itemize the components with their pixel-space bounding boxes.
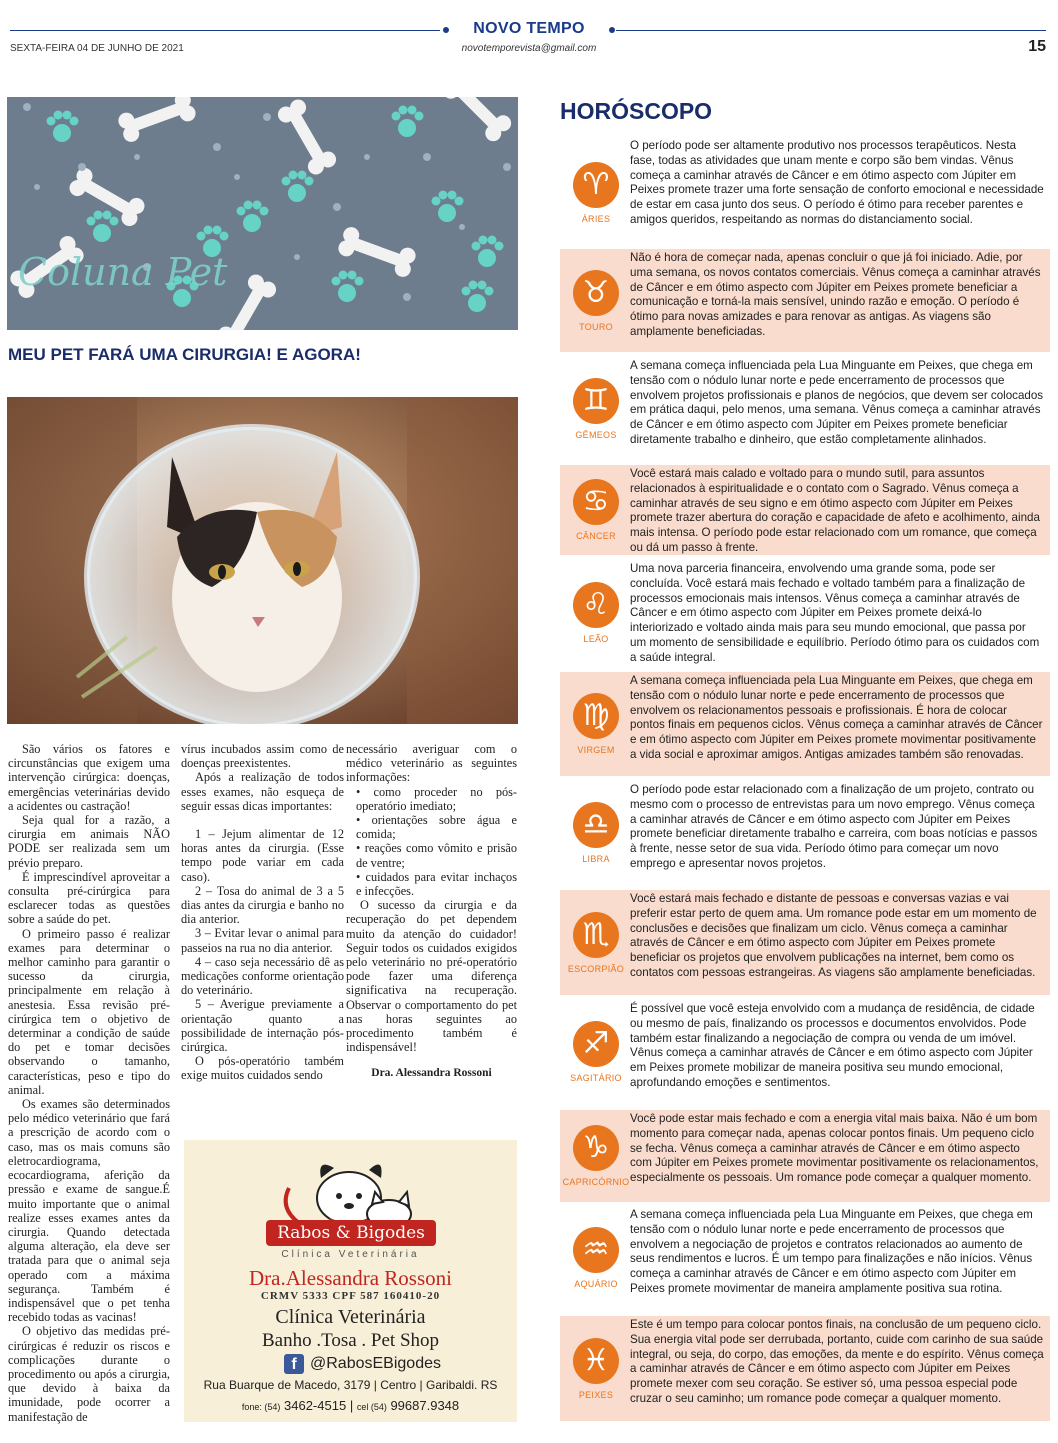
clinic-phones: fone: (54) 3462-4515 | cel (54) 99687.9348 bbox=[241, 1398, 460, 1413]
sign-label: GÊMEOS bbox=[575, 430, 617, 440]
article-column-3 bbox=[346, 742, 517, 1081]
bullet-item: • orientações sobre água e comida; bbox=[356, 813, 517, 842]
sign-label: SAGITÁRIO bbox=[570, 1073, 622, 1083]
author-signature: Dra. Alessandra Rossoni bbox=[371, 1067, 492, 1080]
sagittarius-icon: ♐ bbox=[573, 1021, 619, 1067]
virgo-icon: ♍ bbox=[573, 693, 619, 739]
masthead-title: NOVO TEMPO bbox=[473, 20, 585, 37]
facebook-handle-text: @RabosEBigodes bbox=[310, 1355, 441, 1372]
tip-item: 5 – Averigue previamente a orientação quanto a possibilidade de internação pós-cirúrgica. bbox=[181, 997, 344, 1055]
clinic-address: Rua Buarque de Macedo, 3179 | Centro | Garibaldi. RS bbox=[203, 1378, 498, 1392]
sign-label: PEIXES bbox=[578, 1389, 614, 1400]
taurus-icon: ♉ bbox=[573, 270, 619, 316]
cancer-icon: ♋ bbox=[573, 479, 619, 525]
bones-and-paws-pattern bbox=[7, 97, 518, 330]
sign-label: ÁRIES bbox=[581, 213, 611, 224]
gemini-icon: ♊ bbox=[573, 378, 619, 424]
services-line-2: Banho .Tosa . Pet Shop bbox=[261, 1330, 440, 1351]
crmv-registration: CRMV 5333 CPF 587 160410-20 bbox=[260, 1290, 441, 1302]
paragraph: Após a realização de todos esses exames, não esqueça de seguir essas dicas importantes: bbox=[181, 770, 344, 813]
paragraph: necessário averiguar com o médico veterinário as seguintes informações: bbox=[346, 742, 517, 785]
horoscope-cancer bbox=[560, 465, 1050, 555]
sign-label: AQUÁRIO bbox=[574, 1279, 618, 1289]
phone-number[interactable]: 3462-4515 bbox=[284, 1398, 347, 1413]
paragraph: São vários os fatores e circunstâncias que exigem uma intervenção cirúrgica: doenças, emergências veterinárias devido a acidentes ou castração! bbox=[8, 742, 170, 813]
tip-item: 1 – Jejum alimentar de 12 horas antes da cirurgia. (Esse tempo pode variar em cada caso). bbox=[181, 827, 344, 884]
horoscope-taurus bbox=[560, 249, 1050, 352]
sign-text: O período pode estar relacionado com a finalização de um projeto, contrato ou mesmo com o processo de entrevistas para um novo emprego. Vênus começa a caminhar através de Câncer e em ótimo aspecto com Júpiter em Peixes promete beneficiar diretamente trabalho e carreira, com boas notícias e passos à frente, nesse setor de sua vida. Período ótimo para começar um novo emprego e apresentar novos projetos. bbox=[630, 783, 1038, 870]
horoscope-capricorn bbox=[560, 1110, 1050, 1202]
sign-text: Este é um tempo para colocar pontos finais, na conclusão de um pequeno ciclo. Sua energia vital pode ser derrubada, portanto, cuide com carinho de sua saúde integral, ou seja, do corpo, das emoções, da mente e do espírito. Vênus começa a caminhar através de Câncer e em ótimo aspecto com Júpiter em Peixes promete mexer com seu coração. Se estiver só, uma pessoa especial pode cruzar o seu caminho; um romance pode começar a qualquer momento. bbox=[630, 1318, 1044, 1405]
page-number: 15 bbox=[1028, 38, 1046, 55]
cel-number[interactable]: 99687.9348 bbox=[390, 1398, 460, 1413]
sign-text: A semana começa influenciada pela Lua Minguante em Peixes, que chega em tensão com o nódulo lunar norte e pede encerramento de processos que envolvem os relacionamentos pessoais e profissionais. É hora de colocar pontos finais em pequenos ciclos. Vênus começa a caminhar através de Câncer e em ótimo aspecto com Júpiter em Peixes promete movimentar positivamente a vida social e aproximar amigos. Antigas amizades também são renovadas. bbox=[630, 674, 1043, 761]
bullet-item: • reações como vômito e prisão de ventre; bbox=[356, 841, 517, 870]
cel-label: cel (54) bbox=[356, 1402, 387, 1412]
horoscope-scorpio bbox=[560, 890, 1050, 995]
capricorn-icon: ♑ bbox=[573, 1125, 619, 1171]
sign-text: É possível que você esteja envolvido com a mudança de residência, de cidade ou mesmo de país, finalizando os processos e documentos envolvidos. Pode também estar finalizando a negociação de compra ou venda de um imóvel. Vênus começa a caminhar através de Câncer e em ótimo aspecto com Júpiter em Peixes promete mobilizar de maneira positiva seu mundo emocional, aprofundando emoções e sentimentos. bbox=[630, 1002, 1035, 1089]
horoscope-virgo bbox=[560, 672, 1050, 776]
sign-text: O período pode ser altamente produtivo nos processos terapêuticos. Nesta fase, todas as atividades que unam mente e corpo são bem vindas. Vênus começa a caminhar através de Câncer e em ótimo aspecto com Júpiter em Peixes promete trazer uma forte sensação de conforto emocional e necessidade de estar em casa junto dos seus. O período é ótimo para receber parentes e amigos queridos, respeitando as normas do distanciamento social. bbox=[630, 139, 1044, 226]
masthead-email[interactable]: novotemporevista@gmail.com bbox=[461, 43, 597, 54]
paragraph: Seja qual for a razão, a cirurgia em animais NÃO PODE ser realizada sem um prévio preparo. bbox=[8, 813, 170, 870]
tip-item: 4 – caso seja necessário dê as medicações conforme orientação do veterinário. bbox=[181, 954, 344, 998]
facebook-handle[interactable] bbox=[284, 1354, 441, 1374]
horoscope-libra bbox=[560, 781, 1050, 885]
clinic-brand: Rabos & Bigodes bbox=[266, 1220, 436, 1246]
horoscope-title: HORÓSCOPO bbox=[560, 98, 713, 124]
paragraph: O sucesso da cirurgia e da recuperação do pet dependem muito da atenção do cuidador! Seguir todos os cuidados exigidos pelo veterinário no pré-operatório pode fazer uma diferença significativa na recuperação. Observar o comportamento do pet nas horas seguintes ao procedimento também é indispensável! bbox=[346, 898, 517, 1055]
paragraph: É imprescindível aproveitar a consulta pré-cirúrgica para esclarecer todas as questões sobre a saúde do pet. bbox=[8, 869, 170, 927]
tip-item: 2 – Tosa do animal de 3 a 5 dias antes da cirurgia e banho no dia anterior. bbox=[181, 883, 344, 927]
bullet-item: • cuidados para evitar inchaços e infecções. bbox=[356, 869, 517, 899]
paragraph: O objetivo das medidas pré-cirúrgicas é reduzir os riscos e complicações durante o procedimento ou após a cirurgia, que devido à baixa da imunidade, pode ocorrer a manifestação de bbox=[8, 1324, 170, 1424]
paragraph: O pós-operatório também exige muitos cuidados sendo bbox=[181, 1054, 344, 1083]
sign-label: CAPRICÓRNIO bbox=[562, 1177, 630, 1187]
banner-title: Coluna Pet bbox=[18, 250, 228, 294]
horoscope-aquarius bbox=[560, 1206, 1050, 1310]
sign-label: LIBRA bbox=[582, 854, 610, 864]
horoscope-pisces bbox=[560, 1316, 1050, 1421]
scorpio-icon: ♏ bbox=[573, 912, 619, 958]
sign-text: A semana começa influenciada pela Lua Minguante em Peixes, que chega em tensão com o nódulo lunar norte e pede encerramento de processos que envolvem projetos profissionais e planos de negócios, que devem ser colocados em prática daqui, pelo menos, uma semana. Vênus começa a caminhar através de Câncer e em ótimo aspecto com Júpiter em Peixes promete beneficiar diretamente trabalho e dinheiro, que estão completamente alinhados. bbox=[630, 359, 1044, 446]
pisces-icon: ♓ bbox=[573, 1338, 619, 1384]
sign-text: Uma nova parceria financeira, envolvendo uma grande soma, pode ser concluída. Você estará mais fechado e voltado também para a finalização de processos emocionais mais intensos. Vênus começa a caminhar através de Câncer e em ótimo aspecto com Júpiter em Peixes promete deixá-lo interiorizado e voltado ainda mais para seu mundo emocional, que passa por um momento de sensibilidade e equilíbrio. Período ótimo para os cuidados com a saúde integral. bbox=[630, 562, 1040, 664]
paragraph: vírus incubados assim como de doenças preexistentes. bbox=[181, 742, 344, 771]
paragraph: Os exames são determinados pelo médico veterinário que fará a prescrição de acordo com o caso, mas os mais comuns são eletrocardiograma, ecocardiograma, aferição da pressão e exame de sangue.É muito importante que o animal realize esses exames antes da cirurgia. Quando detectada alguma alteração, ela deve ser tratada para que o animal seja operado com a máxima segurança. Também é indispensável que o pet tenha recebido todas as vacinas! bbox=[8, 1097, 170, 1325]
sign-text: Não é hora de começar nada, apenas concluir o que já foi iniciado. Adie, por uma semana, os novos contatos comerciais. Vênus começa a caminhar através de Câncer e em ótimo aspecto com Júpiter em Peixes promete beneficiar a comunicação e torná-la mais sensível, unindo razão e emoção. O período é ótimo para novas amizades e para renovar as antigas. As viagens são amplamente beneficiadas. bbox=[630, 251, 1041, 338]
aries-icon: ♈ bbox=[573, 162, 619, 208]
horoscope-gemini bbox=[560, 357, 1050, 461]
sign-label: ESCORPIÃO bbox=[567, 963, 625, 974]
phone-label: fone: (54) bbox=[241, 1402, 281, 1412]
services-line-1: Clínica Veterinária bbox=[275, 1306, 426, 1328]
tip-item: 3 – Evitar levar o animal para passeios na rua no dia anterior. bbox=[181, 926, 344, 955]
sign-text: Você estará mais fechado e distante de pessoas e conversas vazias e vai preferir estar perto de quem ama. Um romance pode estar em um momento de conclusões e decisões que finalizam um ciclo. Vênus começa a caminhar através de Câncer e em ótimo aspecto com Júpiter em Peixes promete beneficiar os projetos que envolvem publicações na internet, bem como os contatos com pessoas estrangeiras. As viagens são amplamente beneficiadas. bbox=[630, 892, 1037, 979]
leo-icon: ♌ bbox=[573, 582, 619, 628]
sign-label: LEÃO bbox=[583, 633, 609, 644]
sign-text: Você estará mais calado e voltado para o mundo sutil, para assuntos relacionados à espiritualidade e o contato com o Sagrado. Vênus começa a caminhar através de seu signo e em ótimo aspecto com Júpiter em Peixes promete trazer abertura do coração e capacidade de afeto e acolhimento, ainda mais intensa. O período pode estar relacionado com um romance, que começa ou dá um passo à frente. bbox=[630, 467, 1040, 554]
article-column-1 bbox=[8, 742, 170, 1424]
aquarius-icon: ♒ bbox=[573, 1227, 619, 1273]
coluna-pet-banner bbox=[7, 97, 518, 330]
sign-text: Você pode estar mais fechado e com a energia vital mais baixa. Não é um bom momento para começar nada, apenas colocar pontos finais. Um pequeno ciclo se fecha. Vênus começa a caminhar através de Câncer e em ótimo aspecto com Júpiter em Peixes promete movimentar positivamente os relacionamentos, especialmente os pessoais. Um romance pode começar a qualquer momento. bbox=[630, 1112, 1039, 1185]
doctor-name: Dra.Alessandra Rossoni bbox=[249, 1266, 452, 1290]
horoscope-leo bbox=[560, 560, 1050, 665]
clinic-advertisement[interactable] bbox=[184, 1140, 517, 1422]
facebook-icon: f bbox=[284, 1354, 304, 1374]
article-column-2 bbox=[181, 742, 344, 1083]
article-title: MEU PET FARÁ UMA CIRURGIA! E AGORA! bbox=[8, 345, 361, 364]
cat-with-cone-photo bbox=[7, 397, 518, 724]
libra-icon: ♎ bbox=[573, 802, 619, 848]
sign-label: TOURO bbox=[579, 321, 613, 332]
horoscope-aries bbox=[560, 137, 1050, 248]
sign-label: CÂNCER bbox=[576, 531, 616, 541]
horoscope-sagittarius bbox=[560, 1000, 1050, 1104]
bullet-item: • como proceder no pós-operatório imediato; bbox=[356, 784, 517, 813]
clinic-subtitle: Clínica Veterinária bbox=[281, 1249, 420, 1260]
issue-date: SEXTA-FEIRA 04 DE JUNHO DE 2021 bbox=[10, 43, 184, 54]
paragraph: O primeiro passo é realizar exames para determinar o melhor caminho para garantir o sucesso da cirurgia, principalmente em relação à anestesia. Essa revisão pré-cirúrgica tem o objetivo de determinar a condição de saúde do pet e tomar decisões observando o tamanho, características, peso e tipo do animal. bbox=[8, 926, 170, 1097]
sign-text: A semana começa influenciada pela Lua Minguante em Peixes, que chega em tensão com o nódulo lunar norte e pede encerramento de processos que envolvem a negociação de projetos e contratos relacionados ao aumento de seus rendimentos e lucros. É um tempo para finalizações e não inícios. Vênus começa a caminhar através de Câncer e em ótimo aspecto com Júpiter em Peixes promete movimentar de maneira amplamente positiva sua rotina. bbox=[630, 1208, 1033, 1295]
sign-label: VIRGEM bbox=[577, 745, 615, 755]
